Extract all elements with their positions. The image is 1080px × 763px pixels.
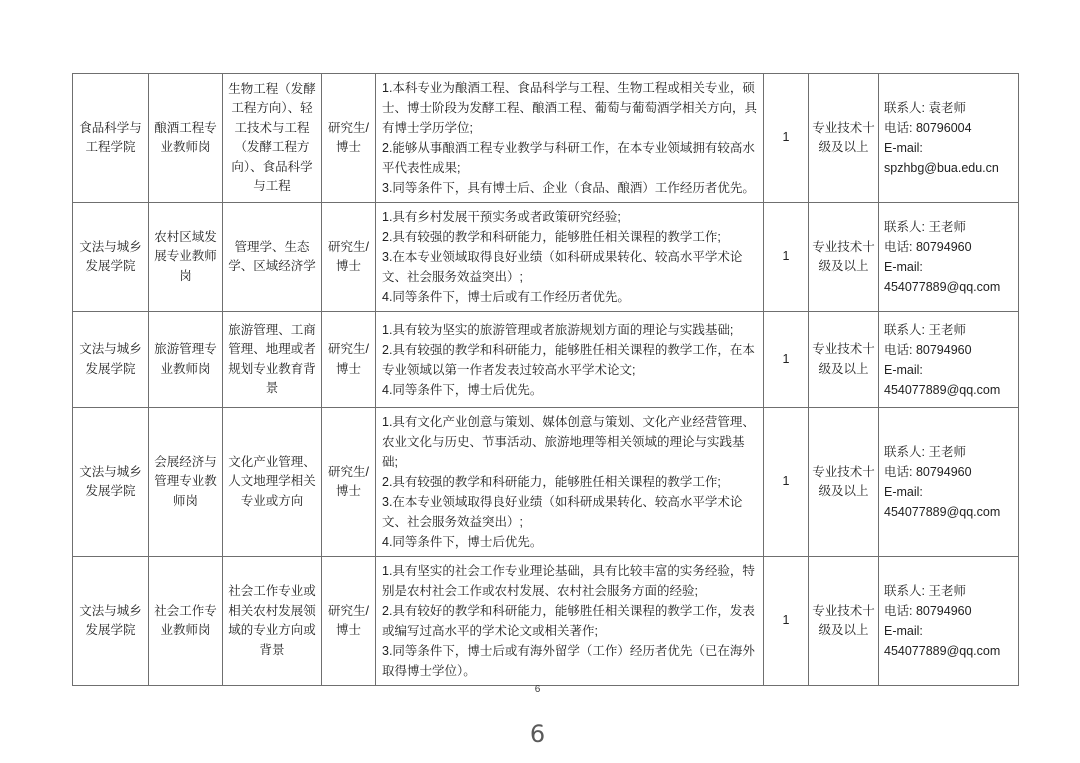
contact-phone: 电话: 80796004	[884, 121, 972, 135]
requirement-item: 1.具有文化产业创意与策划、媒体创意与策划、文化产业经营管理、农业文化与历史、节事活动、旅游地理等相关领域的理论与实践基础;	[382, 415, 755, 469]
degree-cell: 研究生/博士	[322, 312, 376, 408]
contact-cell	[879, 74, 1019, 203]
contact-cell	[879, 203, 1019, 312]
requirement-item: 2.具有较强的教学和科研能力，能够胜任相关课程的教学工作;	[382, 475, 721, 489]
contact-phone: 电话: 80794960	[884, 465, 972, 479]
major-cell: 生物工程（发酵工程方向）、轻工技术与工程（发酵工程方向）、食品科学与工程	[223, 74, 322, 203]
requirement-item: 1.具有乡村发展干预实务或者政策研究经验;	[382, 210, 621, 224]
rank-cell: 专业技术十级及以上	[809, 557, 879, 686]
college-cell: 文法与城乡发展学院	[73, 408, 149, 557]
contact-phone: 电话: 80794960	[884, 240, 972, 254]
table-row	[73, 408, 1019, 557]
college-cell: 文法与城乡发展学院	[73, 312, 149, 408]
contact-email: 454077889@qq.com	[884, 382, 1001, 397]
contact-email: spzhbg@bua.edu.cn	[884, 161, 999, 175]
rank-cell: 专业技术十级及以上	[809, 312, 879, 408]
requirement-item: 2.能够从事酿酒工程专业教学与科研工作，在本专业领域拥有较高水平代表性成果;	[382, 141, 755, 175]
contact-email-label: E-mail:	[884, 260, 923, 274]
rank-cell: 专业技术十级及以上	[809, 74, 879, 203]
headcount-cell: 1	[764, 408, 809, 557]
requirement-item: 3.在本专业领域取得良好业绩（如科研成果转化、较高水平学术论文、社会服务效益突出）;	[382, 250, 743, 284]
headcount-cell: 1	[764, 312, 809, 408]
contact-person: 联系人: 王老师	[884, 445, 966, 459]
position-cell: 旅游管理专业教师岗	[149, 312, 223, 408]
contact-email-label: E-mail:	[884, 485, 923, 499]
requirement-item: 4.同等条件下，博士后优先。	[382, 382, 543, 397]
table-row	[73, 557, 1019, 686]
position-cell: 农村区域发展专业教师岗	[149, 203, 223, 312]
requirement-item: 2.具有较好的教学和科研能力，能够胜任相关课程的教学工作，发表或编写过高水平的学术论文或相关著作;	[382, 604, 755, 638]
major-cell: 旅游管理、工商管理、地理或者规划专业教育背景	[223, 312, 322, 408]
requirement-item: 4.同等条件下，博士后或有工作经历者优先。	[382, 290, 630, 304]
requirement-item: 1.具有坚实的社会工作专业理论基础，具有比较丰富的实务经验，特别是农村社会工作或农村发展、农村社会服务方面的经验;	[382, 564, 755, 598]
viewer-page-number: 6	[529, 720, 546, 748]
headcount-cell: 1	[764, 74, 809, 203]
degree-cell: 研究生/博士	[322, 408, 376, 557]
headcount-cell: 1	[764, 557, 809, 686]
contact-person: 联系人: 王老师	[884, 220, 966, 234]
degree-cell: 研究生/博士	[322, 557, 376, 686]
contact-email-label: E-mail:	[884, 141, 923, 155]
contact-email: 454077889@qq.com	[884, 280, 1001, 294]
contact-email-label: E-mail:	[884, 624, 923, 638]
contact-email: 454077889@qq.com	[884, 644, 1001, 658]
college-cell: 文法与城乡发展学院	[73, 557, 149, 686]
table-row	[73, 203, 1019, 312]
major-cell: 管理学、生态学、区域经济学	[223, 203, 322, 312]
college-cell: 食品科学与工程学院	[73, 74, 149, 203]
requirement-item: 1.具有较为坚实的旅游管理或者旅游规划方面的理论与实践基础;	[382, 322, 734, 337]
requirement-item: 3.同等条件下，具有博士后、企业（食品、酿酒）工作经历者优先。	[382, 181, 755, 195]
contact-cell	[879, 312, 1019, 408]
contact-cell	[879, 408, 1019, 557]
recruitment-table	[72, 73, 1019, 686]
degree-cell: 研究生/博士	[322, 74, 376, 203]
table-row	[73, 74, 1019, 203]
requirements-cell	[376, 203, 764, 312]
major-cell: 社会工作专业或相关农村发展领域的专业方向或背景	[223, 557, 322, 686]
requirement-item: 2.具有较强的教学和科研能力，能够胜任相关课程的教学工作;	[382, 230, 721, 244]
doc-page-number: 6	[534, 684, 541, 695]
table-row	[73, 312, 1019, 408]
contact-email-label: E-mail:	[884, 362, 923, 377]
rank-cell: 专业技术十级及以上	[809, 203, 879, 312]
rank-cell: 专业技术十级及以上	[809, 408, 879, 557]
position-cell: 会展经济与管理专业教师岗	[149, 408, 223, 557]
requirement-item: 4.同等条件下，博士后优先。	[382, 535, 543, 549]
requirements-cell	[376, 408, 764, 557]
contact-person: 联系人: 王老师	[884, 584, 966, 598]
contact-cell	[879, 557, 1019, 686]
requirements-cell	[376, 557, 764, 686]
college-cell: 文法与城乡发展学院	[73, 203, 149, 312]
contact-person: 联系人: 王老师	[884, 322, 966, 337]
contact-phone: 电话: 80794960	[884, 342, 972, 357]
contact-phone: 电话: 80794960	[884, 604, 972, 618]
position-cell: 社会工作专业教师岗	[149, 557, 223, 686]
requirement-item: 1.本科专业为酿酒工程、食品科学与工程、生物工程或相关专业，硕士、博士阶段为发酵工程、酿酒工程、葡萄与葡萄酒学相关方向，具有博士学历学位;	[382, 81, 758, 135]
requirements-cell	[376, 74, 764, 203]
contact-person: 联系人: 袁老师	[884, 101, 966, 115]
requirement-item: 2.具有较强的教学和科研能力，能够胜任相关课程的教学工作，在本专业领域以第一作者发表过较高水平学术论文;	[382, 342, 755, 377]
requirement-item: 3.同等条件下，博士后或有海外留学（工作）经历者优先（已在海外取得博士学位）。	[382, 644, 755, 678]
requirement-item: 3.在本专业领域取得良好业绩（如科研成果转化、较高水平学术论文、社会服务效益突出）;	[382, 495, 743, 529]
degree-cell: 研究生/博士	[322, 203, 376, 312]
major-cell: 文化产业管理、人文地理学相关专业或方向	[223, 408, 322, 557]
position-cell: 酿酒工程专业教师岗	[149, 74, 223, 203]
contact-email: 454077889@qq.com	[884, 505, 1001, 519]
requirements-cell	[376, 312, 764, 408]
headcount-cell: 1	[764, 203, 809, 312]
